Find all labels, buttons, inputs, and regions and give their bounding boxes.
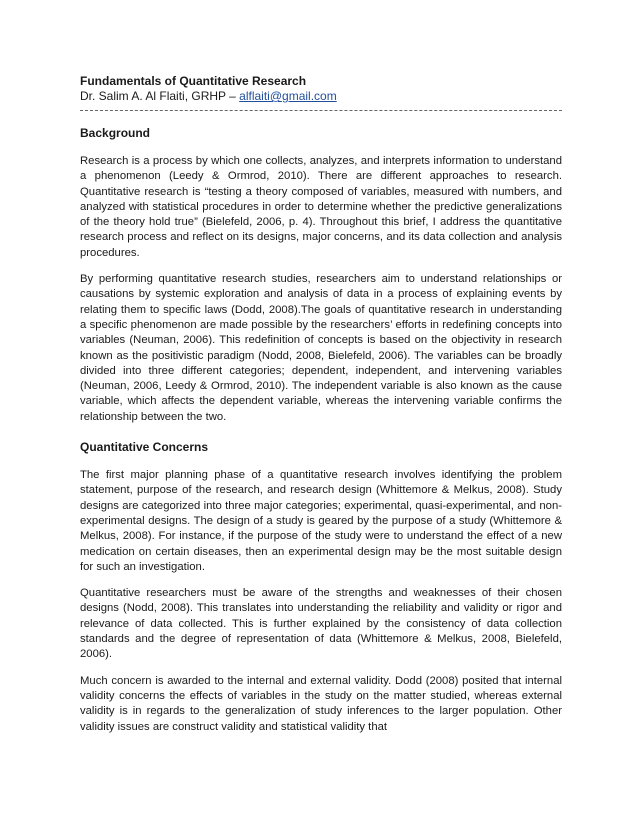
author-line — [80, 89, 562, 104]
document-page — [80, 74, 562, 746]
author-email-link[interactable]: alflaiti@gmail.com — [239, 89, 337, 103]
paragraph: Much concern is awarded to the internal and external validity. Dodd (2008) posited that internal validity concerns the effects of variables in the study on the matter studied, whereas external validity is in regards to the generalization of study inferences to the larger population. Other validity issues are construct validity and statistical validity that — [80, 674, 562, 733]
section-heading-quantitative-concerns: Quantitative Concerns — [80, 440, 209, 455]
paragraph: By performing quantitative research studies, researchers aim to understand relationships or causations by systemic exploration and analysis of data in a process of explaining events by relating them to specific laws (Dodd, 2008).The goals of quantitative research in understanding a specific phenomenon are made possible by the researchers’ efforts in redefining concepts into variables (Neuman, 2006). This redefinition of concepts is based on the objectivity in research known as the positivistic paradigm (Nodd, 2008, Bielefeld, 2006). The variables can be broadly divided into three different categories; dependent, independent, and intervening variables (Neuman, 2006, Leedy & Ormrod, 2010). The independent variable is also known as the cause variable, which affects the dependent variable, whereas the intervening variable confirms the relationship between the two. — [80, 273, 562, 423]
paragraph: Research is a process by which one collects, analyzes, and interprets information to understand a phenomenon (Leedy & Ormrod, 2010). There are different approaches to research. Quantitative research is “testing a theory composed of variables, measured with numbers, and analyzed with statistical procedures in order to determine whether the predictive generalizations of the theory hold true” (Bielefeld, 2006, p. 4). Throughout this brief, I address the quantitative research process and reflect on its designs, major concerns, and its data collection and analysis procedures. — [80, 155, 562, 259]
section-heading-background: Background — [80, 126, 151, 140]
author-name: Dr. Salim A. Al Flaiti, GRHP – — [80, 89, 240, 103]
document-title: Fundamentals of Quantitative Research — [80, 74, 307, 88]
header-divider — [80, 110, 562, 111]
paragraph: The first major planning phase of a quantitative research involves identifying the problem statement, purpose of the research, and research design (Whittemore & Melkus, 2008). Study designs are categorized into three major categories; experimental, quasi-experimental, and non-experimental designs. The design of a study is geared by the purpose of a study (Whittemore & Melkus, 2008). For instance, if the purpose of the study were to understand the effect of a new medication on certain diseases, then an experimental design may be the most suitable design for such an investigation. — [80, 469, 562, 573]
paragraph: Quantitative researchers must be aware of the strengths and weaknesses of their chosen designs (Nodd, 2008). This translates into understanding the reliability and validity or rigor and relevance of data collected. This is further explained by the consistency of data collection standards and the degree of representation of data (Whittemore & Melkus, 2008, Bielefeld, 2006). — [80, 587, 562, 661]
